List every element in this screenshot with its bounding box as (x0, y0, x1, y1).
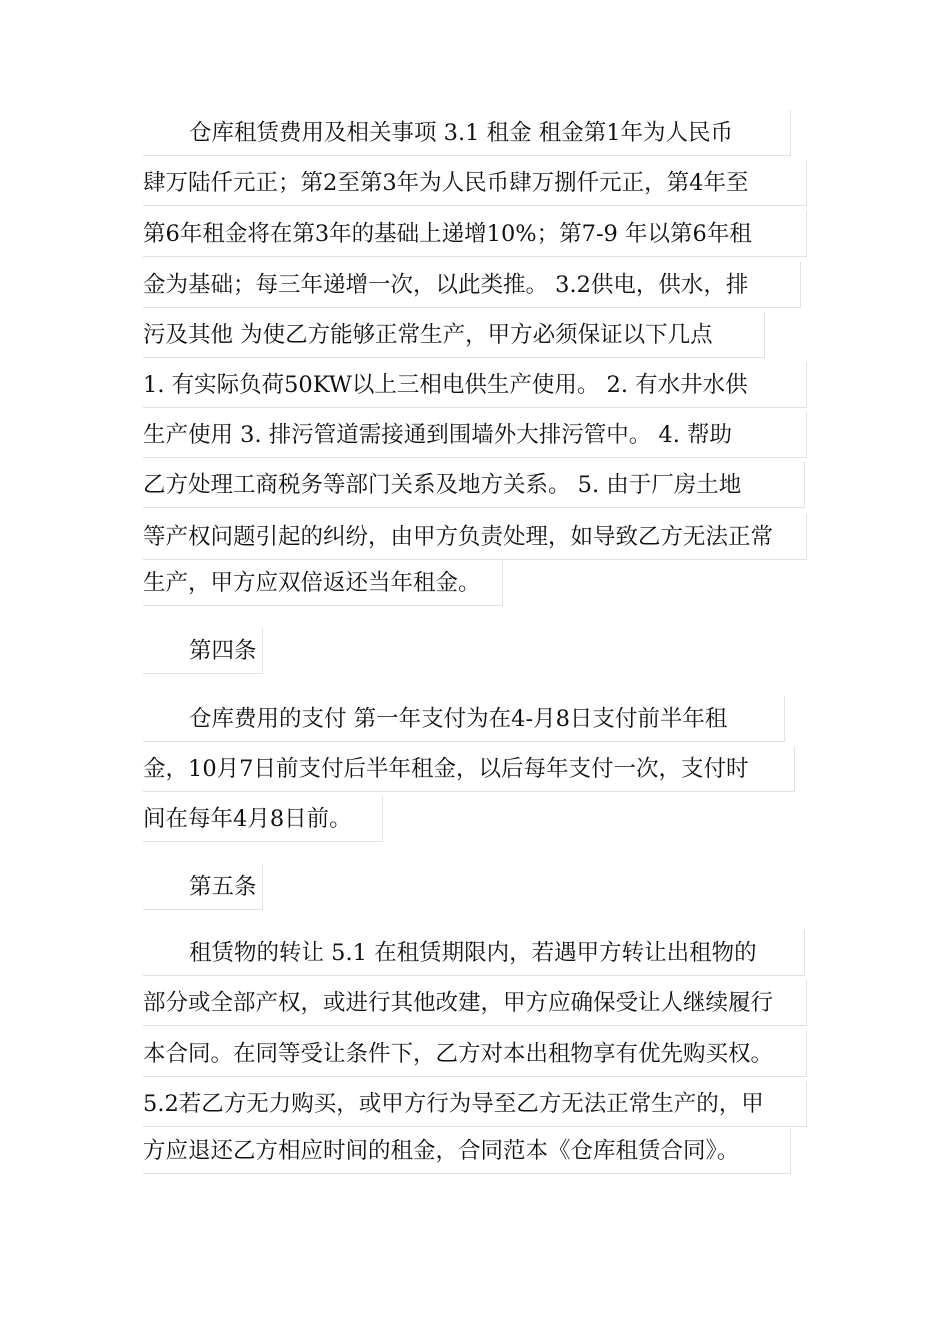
text-line: 部分或全部产权，或进行其他改建，甲方应确保受让人继续履行 (143, 980, 807, 1026)
text-line: 金，10月7日前支付后半年租金，以后每年支付一次，支付时 (143, 746, 795, 792)
text-line: 第6年租金将在第3年的基础上递增10%；第7-9 年以第6年租 (143, 211, 807, 257)
text-line: 间在每年4月8日前。 (143, 796, 383, 842)
text-line: 生产，甲方应双倍返还当年租金。 (143, 560, 503, 606)
article-heading-4: 第四条 (143, 628, 263, 674)
text-line: 租赁物的转让 5.1 在租赁期限内，若遇甲方转让出租物的 (143, 930, 805, 976)
article-heading-5: 第五条 (143, 864, 263, 910)
text-line: 5.2若乙方无力购买，或甲方行为导至乙方无法正常生产的，甲 (143, 1081, 807, 1127)
text-line: 本合同。在同等受让条件下，乙方对本出租物享有优先购买权。 (143, 1031, 807, 1077)
text-line: 乙方处理工商税务等部门关系及地方关系。 5. 由于厂房土地 (143, 462, 805, 508)
text-line: 方应退还乙方相应时间的租金，合同范本《仓库租赁合同》。 (143, 1128, 791, 1174)
text-line: 肆万陆仟元正；第2至第3年为人民币肆万捌仟元正，第4年至 (143, 160, 807, 206)
text-line: 等产权问题引起的纠纷，由甲方负责处理，如导致乙方无法正常 (143, 514, 807, 560)
text-line: 金为基础；每三年递增一次，以此类推。 3.2供电，供水，排 (143, 262, 801, 308)
text-line: 1. 有实际负荷50KW以上三相电供生产使用。 2. 有水井水供 (143, 362, 807, 408)
text-line: 污及其他 为使乙方能够正常生产，甲方必须保证以下几点 (143, 312, 765, 358)
text-line: 仓库费用的支付 第一年支付为在4-月8日支付前半年租 (143, 696, 785, 742)
text-line: 生产使用 3. 排污管道需接通到围墙外大排污管中。 4. 帮助 (143, 412, 807, 458)
text-line: 仓库租赁费用及相关事项 3.1 租金 租金第1年为人民币 (143, 110, 791, 156)
